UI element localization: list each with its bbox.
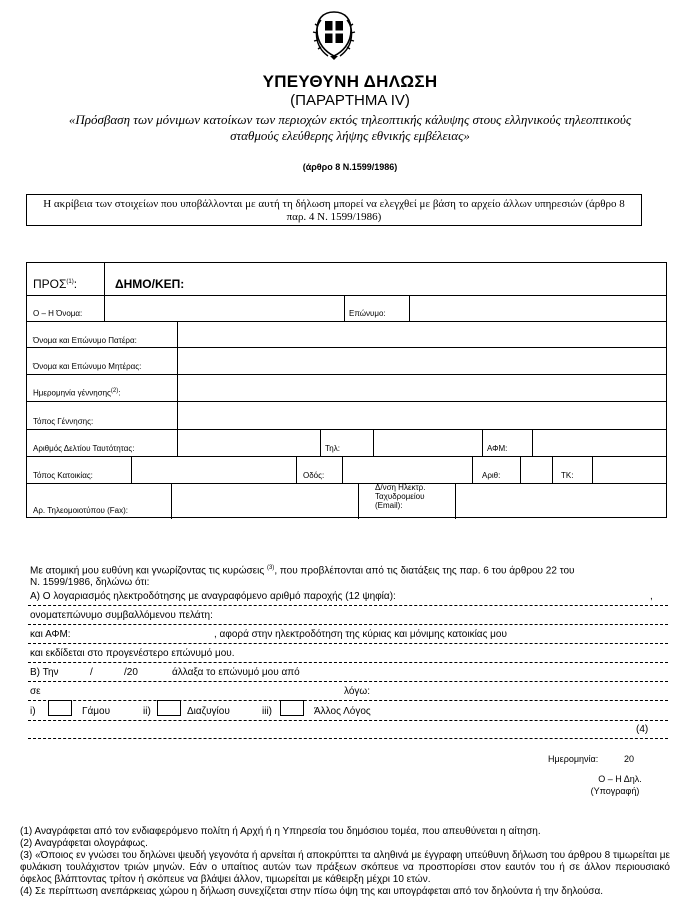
option-iii-marker: iii) [262,706,272,717]
declaration-reason: λόγω: [344,686,370,697]
document-title: ΥΠΕΥΘΥΝΗ ΔΗΛΩΣΗ [262,72,438,91]
footnote-4: (4) Σε περίπτωση ανεπάρκειας χώρου η δήλωση συνεχίζεται στην πίσω όψη της και υπογράφεται από τον δηλούντα ή την δηλούσα. [20,886,604,897]
option-ii-marker: ii) [143,706,151,717]
other-reason-checkbox[interactable] [280,700,304,716]
declaration-line-b-slash-2: /20 [124,667,138,678]
declaration-line-b-rest: άλλαξα το επώνυμό μου από [172,667,300,678]
name-label: Ο – Η Όνομα: [33,309,83,318]
option-other-label: Άλλος Λόγος [314,706,371,717]
hellenic-republic-seal-icon [308,6,360,62]
divorce-checkbox[interactable] [157,700,181,716]
declaration-intro: Με ατομική μου ευθύνη και γνωρίζοντας τις κυρώσεις $^{(3)}$, που προβλέπονται από τις διατάξεις της παρ. 6 του άρθρου 22 του Ν. 1599/1986, δηλώνω ότι: [30,565,575,589]
marriage-checkbox[interactable] [48,700,72,716]
birthplace-label: Τόπος Γέννησης: [33,417,94,426]
document-annex: (ΠΑΡΑΡΤΗΜΑ IV) [290,92,410,109]
declaration-line-b: Β) Την [30,667,59,678]
declaration-issued: και εκδίδεται στο προγενέστερο επώνυμό μου. [30,648,235,659]
mother-name-label: Όνομα και Επώνυμο Μητέρας: [33,362,142,371]
afm-label: ΑΦΜ: [487,444,508,453]
subtitle-line-1: «Πρόσβαση των μόνιμων κατοίκων των περιοχών εκτός τηλεοπτικής κάλυψης στους ελληνικούς τηλεοπτικούς [68,112,632,127]
footnote-3: (3) «Όποιος εν γνώσει του δηλώνει ψευδή γεγονότα ή αρνείται ή αποκρύπτει τα αληθινά με έγγραφη υπεύθυνη δήλωση του άρθρου 8 τιμωρείται με φυλάκιση τουλάχιστον τριών μηνών. Εάν ο υπαίτιος αυτών των πράξεων σκόπευε να προσπορίσει στον εαυτόν του ή σε άλλον περιουσιακό όφελος βλάπτοντας τρίτον ή σκόπευε να βλάψει άλλον, τιμωρείται με κάθειρξη μέχρι 10 ετών. [20,850,670,885]
declaration-to: σε [30,686,41,697]
email-label: Δ/νση Ηλεκτρ. Ταχυδρομείου (Email): [375,483,426,510]
to-municipality-label: ΔΗΜΟ/ΚΕΠ: [115,277,185,291]
footnote-1: (1) Αναγράφεται από τον ενδιαφερόμενο πολίτη ή Αρχή ή η Υπηρεσία του δημόσιου τομέα, που απευθύνεται η αίτηση. [20,826,541,837]
street-label: Οδός: [303,471,325,480]
id-number-label: Αριθμός Δελτίου Ταυτότητας: [33,444,135,453]
subtitle-line-2: σταθμούς ελεύθερης λήψης εθνικής εμβέλειας» [230,128,470,143]
fax-label: Αρ. Τηλεομοιοτύπου (Fax): [33,506,128,515]
declaration-line-a-comma: , [650,591,653,602]
declarant-label: Ο – Η Δηλ. [598,774,642,784]
phone-label: Τηλ: [325,444,340,453]
date-label: Ημερομηνία: [548,754,599,764]
option-divorce-label: Διαζυγίου [187,706,230,717]
option-i-marker: i) [30,706,36,717]
postal-code-label: ΤΚ: [561,471,574,480]
option-marriage-label: Γάμου [82,706,111,717]
residence-label: Τόπος Κατοικίας: [33,471,93,480]
declaration-holder: ονοματεπώνυμο συμβαλλόμενου πελάτη: [30,610,213,621]
date-year: 20 [624,754,635,764]
surname-label: Επώνυμο: [349,309,386,318]
declaration-afm-rest: , αφορά στην ηλεκτροδότηση της κύριας και μόνιμης κατοικίας μου [214,629,507,640]
birthdate-label: Ημερομηνία γέννησης$^{(2)}$: [33,388,121,398]
footnote-2: (2) Αναγράφεται ολογράφως. [20,838,148,849]
father-name-label: Όνομα και Επώνυμο Πατέρα: [33,336,137,345]
footnote-4-ref: (4) [636,724,649,735]
personal-data-form [26,262,667,518]
declaration-afm: και ΑΦΜ: [30,629,71,640]
to-label: ΠΡΟΣ$^{(1)}$: [33,277,78,291]
document-subtitle [30,112,670,144]
signature-label: (Υπογραφή) [590,786,640,796]
law-reference: (άρθρο 8 Ν.1599/1986) [302,162,398,172]
street-number-label: Αριθ: [482,471,501,480]
declaration-line-a: Α) Ο λογαριασμός ηλεκτροδότησης με αναγραφόμενο αριθμό παροχής (12 ψηφία): [30,591,396,602]
accuracy-notice: Η ακρίβεια των στοιχείων που υποβάλλονται με αυτή τη δήλωση μπορεί να ελεγχθεί με βάση το αρχείο άλλων υπηρεσιών (άρθρο 8 παρ. 4 Ν. 1599/1986) [26,194,642,226]
declaration-line-b-slash-1: / [90,667,93,678]
